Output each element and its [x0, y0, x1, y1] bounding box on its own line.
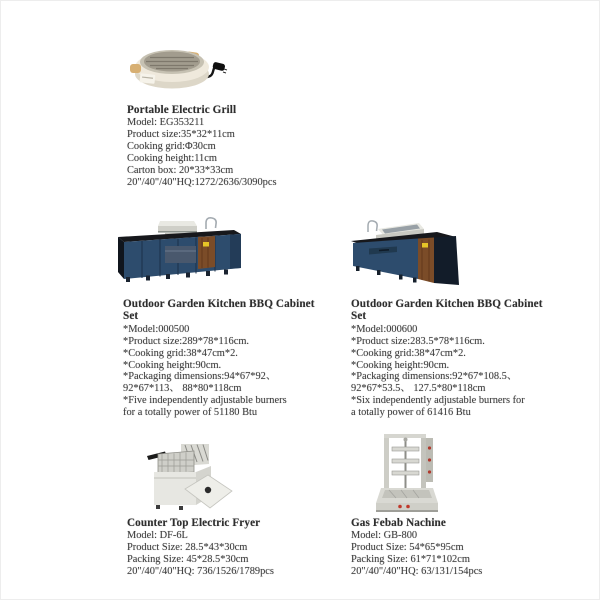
spec-line: Model: EG353211 — [127, 117, 205, 129]
product-info-gas-kebab-machine — [351, 517, 551, 578]
spec-line: Cooking grid:Φ30cm — [127, 141, 216, 153]
product-title: Portable Electric Grill — [127, 104, 237, 116]
faucet — [368, 221, 377, 232]
spec-line: *Packaging dimensions:94*67*92、 — [123, 371, 277, 383]
electric-fryer-illustration — [145, 440, 237, 520]
spec-line: Model: GB-800 — [351, 530, 418, 542]
spec-line: 92*67*113、 88*80*118cm — [123, 383, 242, 395]
product-info-electric-fryer — [127, 517, 337, 578]
product-info-portable-electric-grill — [127, 104, 327, 189]
bbq-cabinet-right-illustration — [349, 217, 459, 293]
spec-line: *Five independently adjustable burners — [123, 395, 287, 407]
fryer-basket — [158, 451, 194, 474]
wood-cabinet-door — [418, 238, 434, 284]
bbq-cabinet-set-left-image — [118, 215, 241, 287]
wood-cabinet-door — [198, 236, 215, 269]
spec-line: *Product size:283.5*78*116cm. — [351, 335, 485, 347]
spec-line: Product size:35*32*11cm — [127, 129, 235, 141]
spec-line: *Cooking grid:38*47cm*2. — [351, 347, 466, 359]
skewer-rod — [392, 438, 419, 489]
spec-line: Packing Size: 45*28.5*30cm — [127, 554, 249, 566]
spec-line: Cooking height:11cm — [127, 153, 217, 165]
product-title: Gas Febab Nachine — [351, 517, 446, 529]
spec-line: *Cooking grid:38*47cm*2. — [123, 347, 238, 359]
gas-kebab-machine-illustration — [375, 432, 439, 517]
spec-line: Product Size: 54*65*95cm — [351, 542, 464, 554]
spec-line: *Model:000500 — [123, 323, 190, 335]
cabinet-body — [118, 230, 241, 279]
spec-line: *Cooking height:90cm. — [351, 359, 450, 371]
electric-fryer-image — [145, 440, 237, 520]
product-title: Outdoor Garden Kitchen BBQ Cabinet Set — [351, 298, 543, 323]
portable-electric-grill-image — [128, 33, 228, 97]
control-label — [140, 73, 156, 84]
spec-line: Product Size: 28.5*43*30cm — [127, 542, 248, 554]
spec-line: *Model:000600 — [351, 323, 418, 335]
spec-line: 20"/40"/40"HQ: 63/131/154pcs — [351, 566, 483, 578]
base-tray — [376, 488, 438, 512]
spec-line: *Cooking height:90cm. — [123, 359, 222, 371]
spec-line: a totally power of 61416 Btu — [351, 407, 471, 419]
spec-line: *Product size:289*78*116cm. — [123, 335, 250, 347]
spec-line: for a totally power of 51180 Btu — [123, 407, 258, 419]
faucet — [206, 218, 216, 229]
product-info-bbq-cabinet-right — [351, 298, 547, 419]
portable-electric-grill-illustration — [128, 33, 228, 97]
spec-line: Packing Size: 61*71*102cm — [351, 554, 470, 566]
spec-line: Carton box: 20*33*33cm — [127, 165, 234, 177]
spec-line: 92*67*53.5、 127.5*80*118cm — [351, 383, 486, 395]
fryer-feet — [156, 505, 183, 510]
gas-kebab-machine-image — [375, 432, 439, 517]
spec-line: 20"/40"/40"HQ: 736/1526/1789pcs — [127, 566, 274, 578]
spec-line: Model: DF-6L — [127, 530, 188, 542]
burner-column — [426, 438, 433, 482]
bbq-cabinet-left-illustration — [118, 215, 241, 287]
product-info-bbq-cabinet-left — [123, 298, 319, 419]
grill-grate — [140, 50, 204, 74]
spec-line: 20"/40"/40"HQ:1272/2636/3090pcs — [127, 176, 277, 188]
bbq-cabinet-set-right-image — [349, 217, 459, 293]
spec-line: *Six independently adjustable burners for — [351, 395, 525, 407]
product-title: Outdoor Garden Kitchen BBQ Cabinet Set — [123, 298, 315, 323]
spec-line: *Packaging dimensions:92*67*108.5、 — [351, 371, 518, 383]
cabinet-side-panel — [434, 236, 459, 285]
product-title: Counter Top Electric Fryer — [127, 517, 261, 529]
